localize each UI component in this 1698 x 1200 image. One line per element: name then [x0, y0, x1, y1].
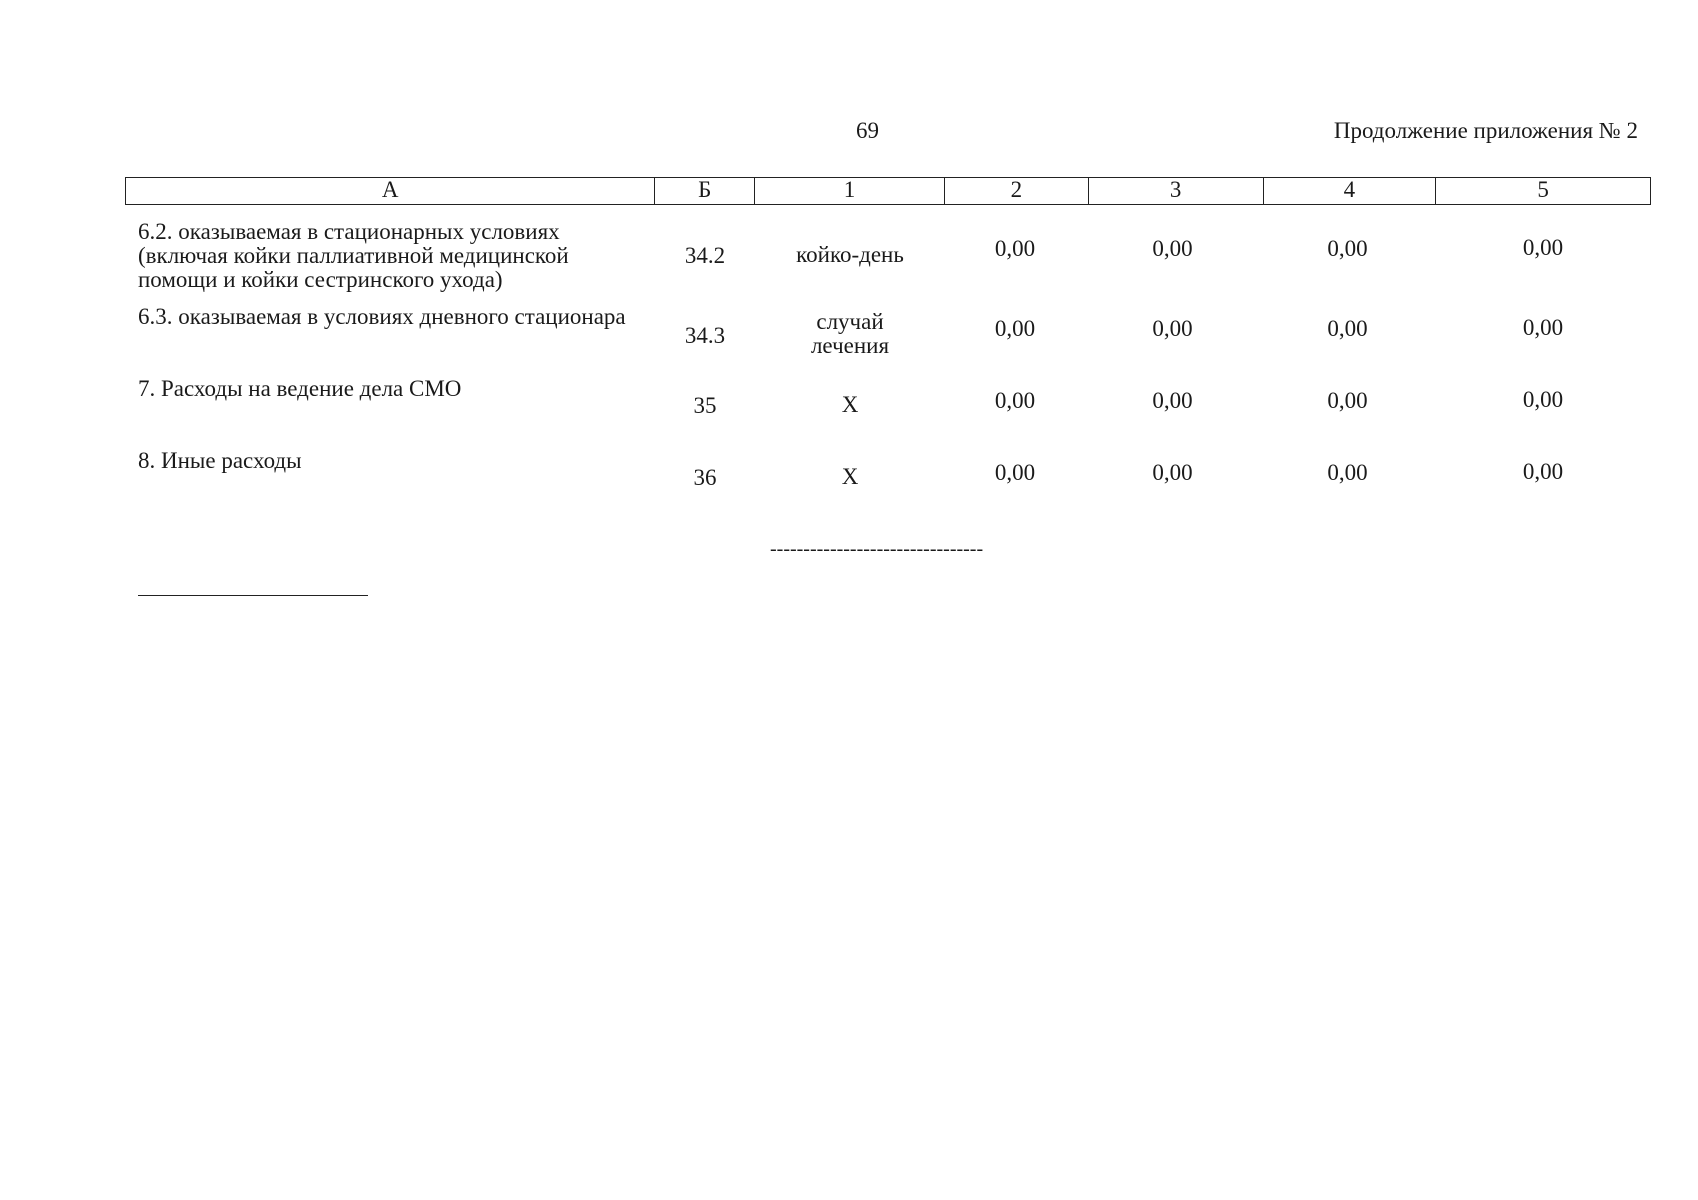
row-unit: случай лечения [810, 309, 890, 358]
row-code: 36 [693, 465, 717, 490]
table-row [125, 449, 1651, 499]
column-header-1: 1 [755, 178, 945, 204]
column-header-4: 4 [1264, 178, 1437, 204]
column-header-3: 3 [1089, 178, 1264, 204]
page-number: 69 [856, 118, 879, 143]
row-value-3: 0,00 [1152, 460, 1193, 485]
table-row [125, 377, 1651, 427]
row-unit: Х [841, 464, 859, 489]
table-header-row [125, 177, 1651, 205]
row-value-4: 0,00 [1327, 316, 1368, 341]
row-code: 34.3 [684, 323, 726, 348]
row-value-5: 0,00 [1522, 387, 1564, 412]
row-value-5: 0,00 [1522, 459, 1564, 484]
row-value-2: 0,00 [994, 236, 1036, 261]
column-header-b: Б [655, 178, 755, 204]
footnote-separator [138, 595, 368, 596]
row-value-4: 0,00 [1327, 236, 1368, 261]
row-value-2: 0,00 [994, 388, 1036, 413]
row-unit: Х [841, 392, 859, 417]
column-header-a: А [126, 178, 655, 204]
row-code: 35 [693, 393, 717, 418]
row-name: 7. Расходы на ведение дела СМО [138, 376, 462, 401]
row-code: 34.2 [684, 243, 726, 268]
table-row [125, 220, 1651, 298]
row-value-5: 0,00 [1522, 315, 1564, 340]
row-name: 6.3. оказываемая в условиях дневного стационара [138, 304, 626, 329]
row-value-2: 0,00 [994, 460, 1036, 485]
row-value-3: 0,00 [1152, 236, 1193, 261]
row-name: 6.2. оказываемая в стационарных условиях (включая койки паллиативной медицинской помощи и койки сестринского ухода) [138, 219, 569, 292]
row-name: 8. Иные расходы [138, 448, 302, 473]
row-value-3: 0,00 [1152, 388, 1193, 413]
column-header-5: 5 [1537, 177, 1549, 202]
column-header-2: 2 [945, 178, 1089, 204]
row-value-4: 0,00 [1327, 460, 1368, 485]
row-value-5: 0,00 [1522, 235, 1564, 260]
row-value-2: 0,00 [994, 316, 1036, 341]
row-value-4: 0,00 [1327, 388, 1368, 413]
end-of-document-mark: -------------------------------- [770, 538, 984, 560]
appendix-continuation-label: Продолжение приложения № 2 [1333, 118, 1638, 143]
row-value-3: 0,00 [1152, 316, 1193, 341]
row-unit: койко-день [796, 242, 904, 267]
table-row [125, 305, 1651, 365]
